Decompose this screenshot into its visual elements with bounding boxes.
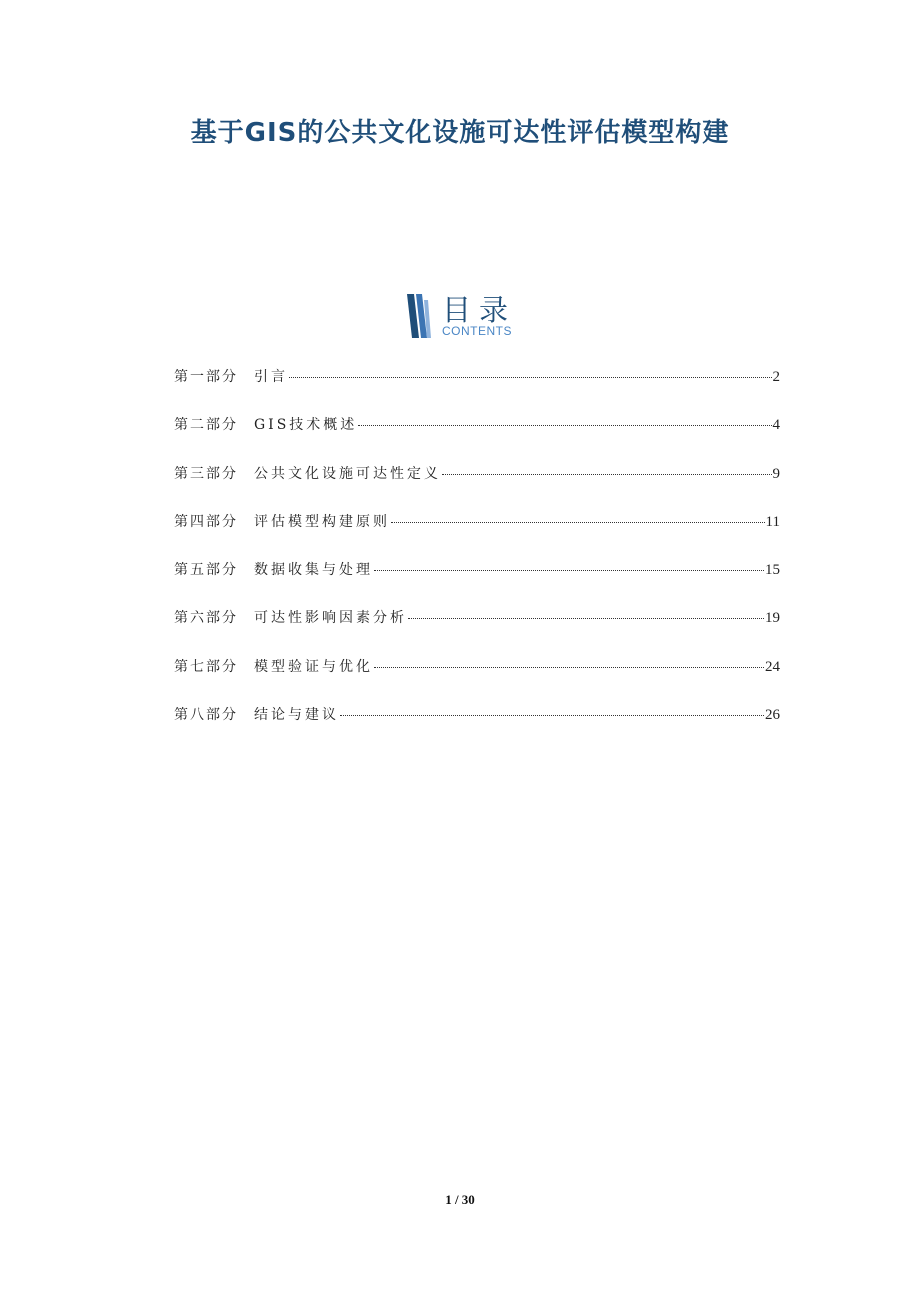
document-title: 基于GIS的公共文化设施可达性评估模型构建 <box>190 118 730 148</box>
toc-dot-leader <box>340 714 764 716</box>
toc-entry-page: 9 <box>772 465 780 482</box>
toc-entry-title: 模型验证与优化 <box>254 658 373 675</box>
toc-entry[interactable] <box>174 366 780 414</box>
toc-entry[interactable] <box>174 463 780 511</box>
toc-entry[interactable] <box>174 414 780 462</box>
toc-header <box>405 292 525 342</box>
toc-entry-page: 26 <box>765 707 780 724</box>
toc-entry-part: 第七部分 <box>174 658 238 675</box>
toc-entry-part: 第二部分 <box>174 417 238 434</box>
toc-entry-title: 引言 <box>254 369 288 385</box>
toc-entry-title: 数据收集与处理 <box>254 562 373 579</box>
toc-entry-page: 4 <box>772 417 780 434</box>
toc-entry[interactable] <box>174 607 780 655</box>
toc-entry-page: 24 <box>765 658 780 675</box>
toc-entry-part: 第四部分 <box>174 513 238 530</box>
toc-entry[interactable] <box>174 704 780 752</box>
toc-list <box>174 366 780 752</box>
toc-entry-title: GIS技术概述 <box>254 417 358 434</box>
toc-entry-part: 第五部分 <box>174 562 238 579</box>
toc-dot-leader <box>442 473 772 475</box>
toc-dot-leader <box>374 666 764 668</box>
toc-entry-title: 结论与建议 <box>254 707 339 724</box>
toc-dot-leader <box>358 424 771 426</box>
toc-dot-leader <box>374 569 764 571</box>
toc-entry-title: 公共文化设施可达性定义 <box>254 465 441 482</box>
toc-entry-page: 15 <box>765 562 780 579</box>
toc-entry[interactable] <box>174 511 780 559</box>
toc-dot-leader <box>408 617 764 619</box>
toc-entry[interactable] <box>174 656 780 704</box>
toc-dot-leader <box>391 521 765 523</box>
toc-dot-leader <box>289 376 772 378</box>
toc-heading: 目录 <box>442 293 517 327</box>
toc-entry-page: 11 <box>765 513 780 530</box>
toc-stripe-icon <box>405 294 431 338</box>
toc-entry-part: 第三部分 <box>174 465 238 482</box>
toc-entry-title: 可达性影响因素分析 <box>254 610 407 627</box>
toc-entry-part: 第六部分 <box>174 610 238 627</box>
toc-subheading: CONTENTS <box>442 324 512 338</box>
page-number-indicator: 1 / 30 <box>445 1192 475 1207</box>
toc-entry-page: 19 <box>765 610 780 627</box>
toc-entry-part: 第一部分 <box>174 369 238 385</box>
toc-entry-title: 评估模型构建原则 <box>254 513 390 530</box>
toc-entry-page: 2 <box>772 369 780 385</box>
toc-entry[interactable] <box>174 559 780 607</box>
toc-entry-part: 第八部分 <box>174 707 238 724</box>
